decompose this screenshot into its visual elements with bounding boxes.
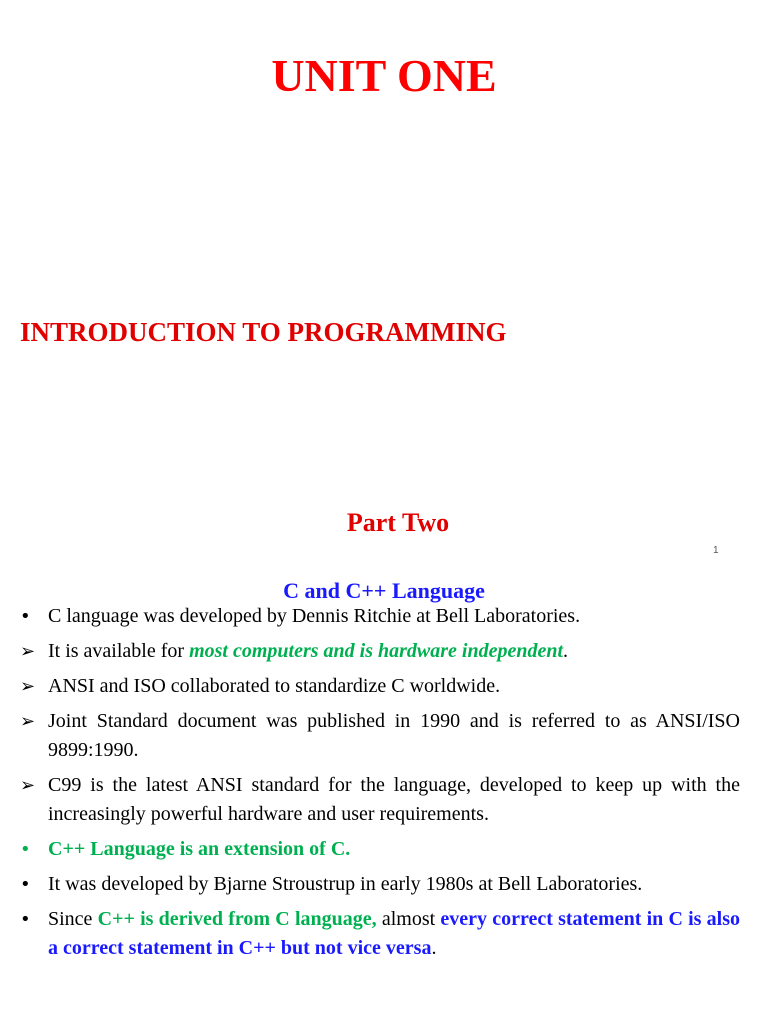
- bullet-dot-icon: •: [20, 839, 31, 860]
- bullet-text: Since: [48, 908, 98, 930]
- highlight-text: C++ is derived from C language,: [97, 908, 377, 930]
- bullet-dot-icon: •: [20, 874, 31, 895]
- bullet-text: It was developed by Bjarne Stroustrup in early 1980s at Bell Laboratories.: [48, 873, 643, 895]
- bullet-item: [0, 905, 768, 963]
- bullet-text: Joint Standard document was published in 1990 and is referred to as ANSI/ISO 9899:1990.: [48, 710, 740, 761]
- bullet-item: [0, 637, 768, 666]
- section-title: C and C++ Language: [283, 578, 485, 603]
- bullet-text: C language was developed by Dennis Ritchie at Bell Laboratories.: [48, 605, 581, 627]
- page-number: 1: [713, 545, 719, 556]
- bullet-text-mid: almost: [376, 908, 441, 930]
- arrow-bullet-icon: ➢: [20, 676, 36, 697]
- bullet-dot-icon: •: [20, 909, 31, 930]
- bullet-item: [0, 835, 768, 864]
- bullet-text: ANSI and ISO collaborated to standardize C worldwide.: [48, 675, 501, 697]
- bullet-item: [0, 602, 768, 631]
- bullet-dot-icon: •: [20, 606, 31, 627]
- bullet-text-end: .: [431, 937, 437, 959]
- highlight-text: most computers and is hardware independent: [189, 640, 563, 662]
- bullet-item: [0, 870, 768, 899]
- highlight-text: C++ Language is an extension of C.: [48, 838, 351, 860]
- arrow-bullet-icon: ➢: [20, 775, 36, 796]
- part-heading: Part Two: [346, 508, 450, 537]
- bullet-item: [0, 672, 768, 701]
- unit-title: UNIT ONE: [271, 50, 497, 101]
- bullet-text: C99 is the latest ANSI standard for the language, developed to keep up with the increasingly powerful hardware and user requirements.: [48, 774, 740, 825]
- bullet-text-end: .: [563, 640, 568, 662]
- bullet-list: [0, 602, 768, 969]
- bullet-item: [0, 771, 768, 829]
- arrow-bullet-icon: ➢: [20, 711, 36, 732]
- bullet-item: [0, 707, 768, 765]
- arrow-bullet-icon: ➢: [20, 641, 36, 662]
- emphasis-text: every correct statement in C is also a correct statement in C++ but not vice versa: [48, 908, 740, 959]
- intro-subtitle: INTRODUCTION TO PROGRAMMING: [20, 317, 507, 347]
- bullet-text: It is available for: [48, 640, 190, 662]
